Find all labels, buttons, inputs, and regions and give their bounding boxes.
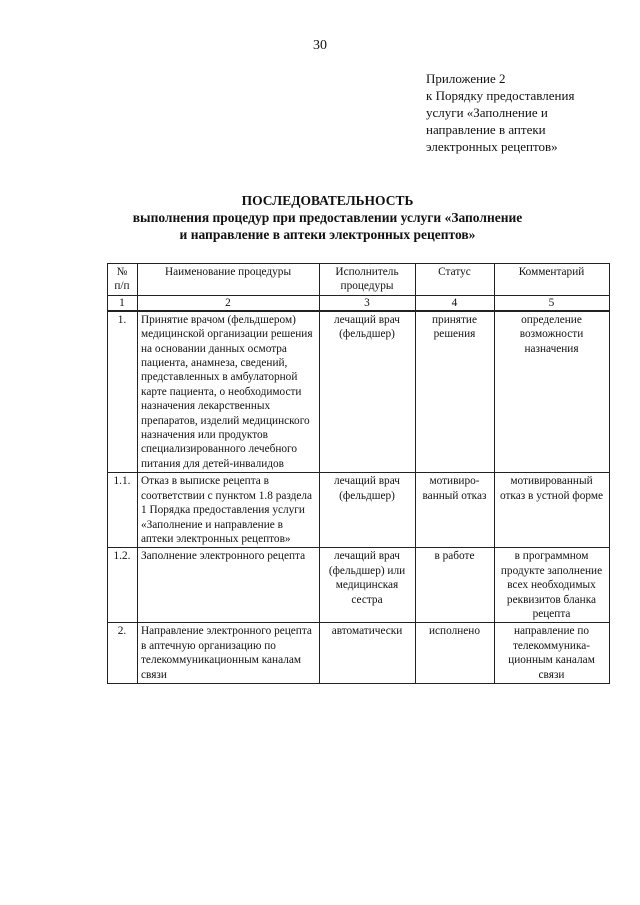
column-number: 5 bbox=[495, 295, 610, 311]
row-number: 1.2. bbox=[108, 548, 138, 623]
procedure-name: Заполнение электронного рецепта bbox=[138, 548, 320, 623]
procedure-status: в работе bbox=[416, 548, 495, 623]
table-header-row bbox=[108, 264, 610, 296]
header-number: № п/п bbox=[108, 264, 138, 296]
table-row bbox=[108, 311, 610, 473]
header-executor: Исполнитель процедуры bbox=[320, 264, 416, 296]
row-number: 1.1. bbox=[108, 473, 138, 548]
header-comment: Комментарий bbox=[495, 264, 610, 296]
header-status: Статус bbox=[416, 264, 495, 296]
procedure-comment: мотивированный отказ в устной форме bbox=[495, 473, 610, 548]
column-number: 1 bbox=[108, 295, 138, 311]
procedure-executor: лечащий врач (фельдшер) bbox=[320, 311, 416, 473]
procedure-comment: направление по телекоммуника-ционным каналам связи bbox=[495, 623, 610, 684]
procedure-comment: определение возможности назначения bbox=[495, 311, 610, 473]
appendix-line: Приложение 2 bbox=[426, 71, 506, 86]
row-number: 2. bbox=[108, 623, 138, 684]
column-number: 4 bbox=[416, 295, 495, 311]
procedure-status: мотивиро-ванный отказ bbox=[416, 473, 495, 548]
page-number: 30 bbox=[313, 38, 327, 53]
appendix-note bbox=[426, 70, 626, 155]
document-title bbox=[100, 192, 555, 243]
row-number: 1. bbox=[108, 311, 138, 473]
procedure-name: Направление электронного рецепта в аптечную организацию по телекоммуникационным каналам связи bbox=[138, 623, 320, 684]
title-line: ПОСЛЕДОВАТЕЛЬНОСТЬ bbox=[241, 193, 414, 208]
procedure-table bbox=[107, 263, 610, 684]
column-number-row bbox=[108, 295, 610, 311]
table-row bbox=[108, 473, 610, 548]
procedure-comment: в программном продукте заполнение всех необходимых реквизитов бланка рецепта bbox=[495, 548, 610, 623]
appendix-line: к Порядку предоставления bbox=[426, 88, 575, 103]
column-number: 2 bbox=[138, 295, 320, 311]
appendix-line: электронных рецептов» bbox=[426, 139, 558, 154]
appendix-line: направление в аптеки bbox=[426, 122, 546, 137]
procedure-name: Принятие врачом (фельдшером) медицинской организации решения на основании данных осмотра пациента, анамнеза, сведений, представленных в амбулаторной карте пациента, о необходимости назначения лекарственных препаратов, изделий медицинского назначения или продуктов специализированного лечебного питания для детей-инвалидов bbox=[138, 311, 320, 473]
header-procedure-name: Наименование процедуры bbox=[138, 264, 320, 296]
procedure-executor: лечащий врач (фельдшер) или медицинская сестра bbox=[320, 548, 416, 623]
procedure-name: Отказ в выписке рецепта в соответствии с пунктом 1.8 раздела 1 Порядка предоставления услуги «Заполнение и направление в аптеки электронных рецептов» bbox=[138, 473, 320, 548]
appendix-line: услуги «Заполнение и bbox=[426, 105, 548, 120]
column-number: 3 bbox=[320, 295, 416, 311]
title-line: выполнения процедур при предоставлении услуги «Заполнение bbox=[132, 210, 523, 225]
procedure-status: принятие решения bbox=[416, 311, 495, 473]
table-row bbox=[108, 548, 610, 623]
table-row bbox=[108, 623, 610, 684]
procedure-executor: автоматически bbox=[320, 623, 416, 684]
procedure-executor: лечащий врач (фельдшер) bbox=[320, 473, 416, 548]
procedure-status: исполнено bbox=[416, 623, 495, 684]
title-line: и направление в аптеки электронных рецептов» bbox=[179, 227, 476, 242]
